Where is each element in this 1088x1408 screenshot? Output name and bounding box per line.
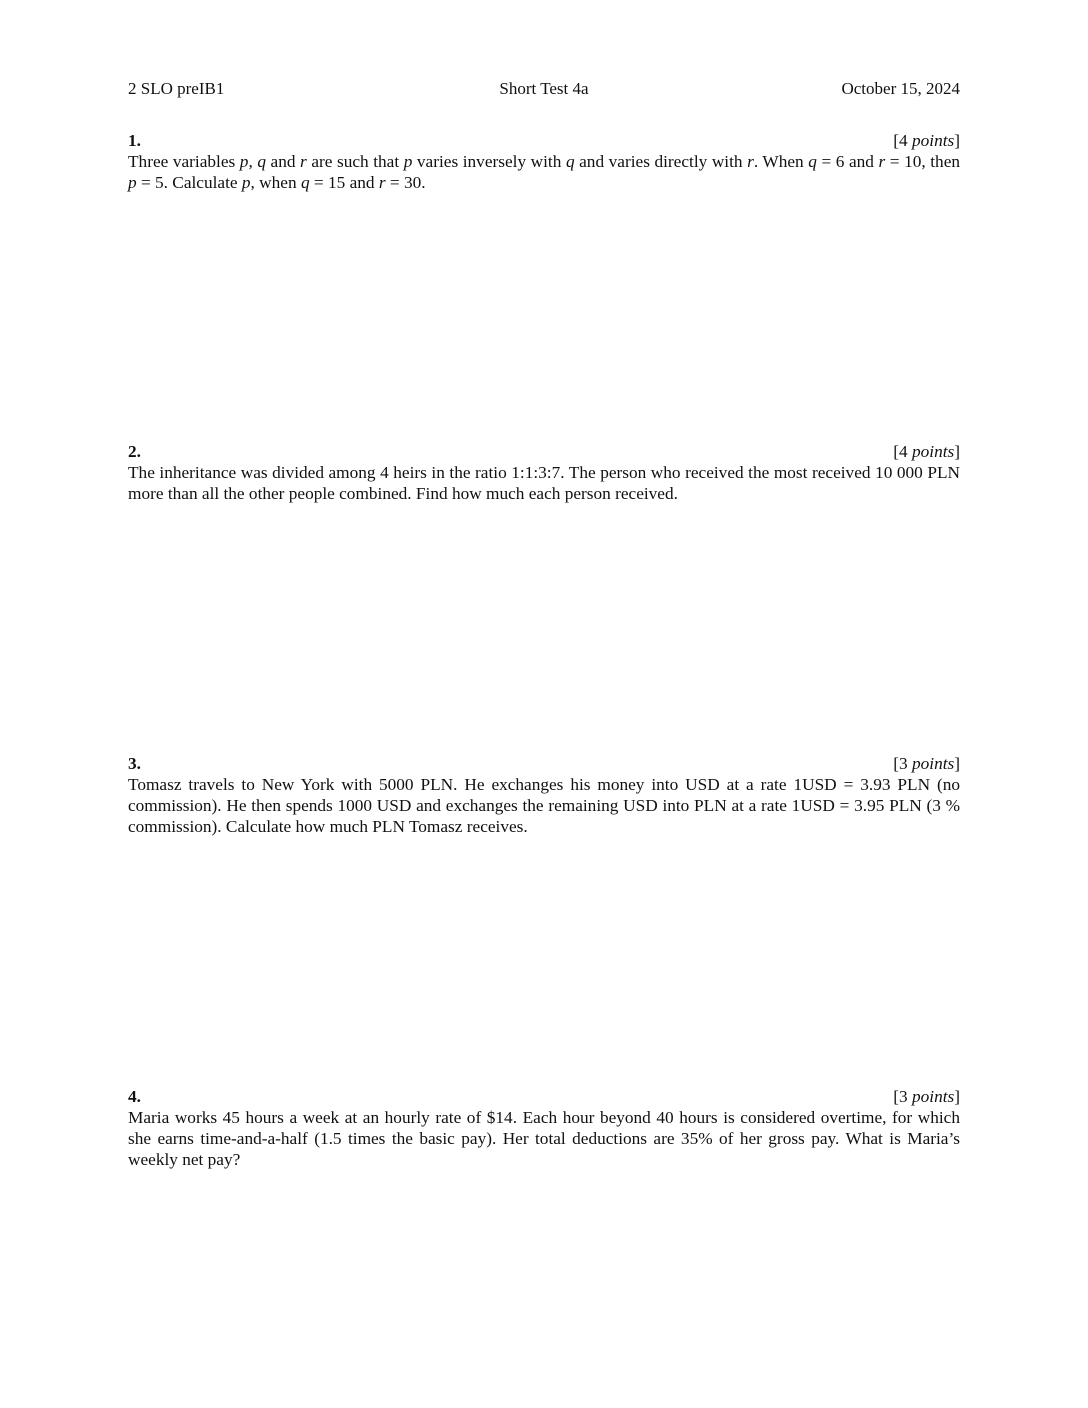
problem-4 — [128, 1086, 960, 1171]
problem-number: 3. — [128, 754, 141, 773]
problem-2 — [128, 441, 960, 504]
problem-points: [3 points] — [893, 1087, 960, 1106]
problem-points: [4 points] — [893, 131, 960, 150]
problem-points: [4 points] — [893, 442, 960, 461]
problem-text: Tomasz travels to New York with 5000 PLN. He exchanges his money into USD at a rate 1USD = 3.93 PLN (no commission). He then spends 1000 USD and exchanges the remaining USD into PLN at a rate 1USD = 3.95 PLN (3 % commission). Calculate how much PLN Tomasz receives. — [128, 775, 960, 837]
header-date: October 15, 2024 — [841, 79, 960, 98]
header-class: 2 SLO preIB1 — [128, 79, 225, 98]
problem-3 — [128, 753, 960, 838]
problem-number: 4. — [128, 1087, 141, 1106]
problem-number: 1. — [128, 131, 141, 150]
problem-1 — [128, 130, 960, 193]
page-header — [128, 78, 960, 102]
problem-text: Three variables p, q and r are such that p varies inversely with q and varies directly with r. When q = 6 and r = 10, then p = 5. Calculate p, when q = 15 and r = 30. — [128, 152, 961, 193]
problem-text: The inheritance was divided among 4 heirs in the ratio 1:1:3:7. The person who received the most received 10 000 PLN more than all the other people combined. Find how much each person received. — [128, 463, 960, 504]
problem-text: Maria works 45 hours a week at an hourly rate of $14. Each hour beyond 40 hours is considered overtime, for which she earns time-and-a-half (1.5 times the basic pay). Her total deductions are 35% of her gross pay. What is Maria’s weekly net pay? — [128, 1108, 960, 1170]
problem-number: 2. — [128, 442, 141, 461]
problem-points: [3 points] — [893, 754, 960, 773]
header-test-title: Short Test 4a — [499, 79, 589, 98]
